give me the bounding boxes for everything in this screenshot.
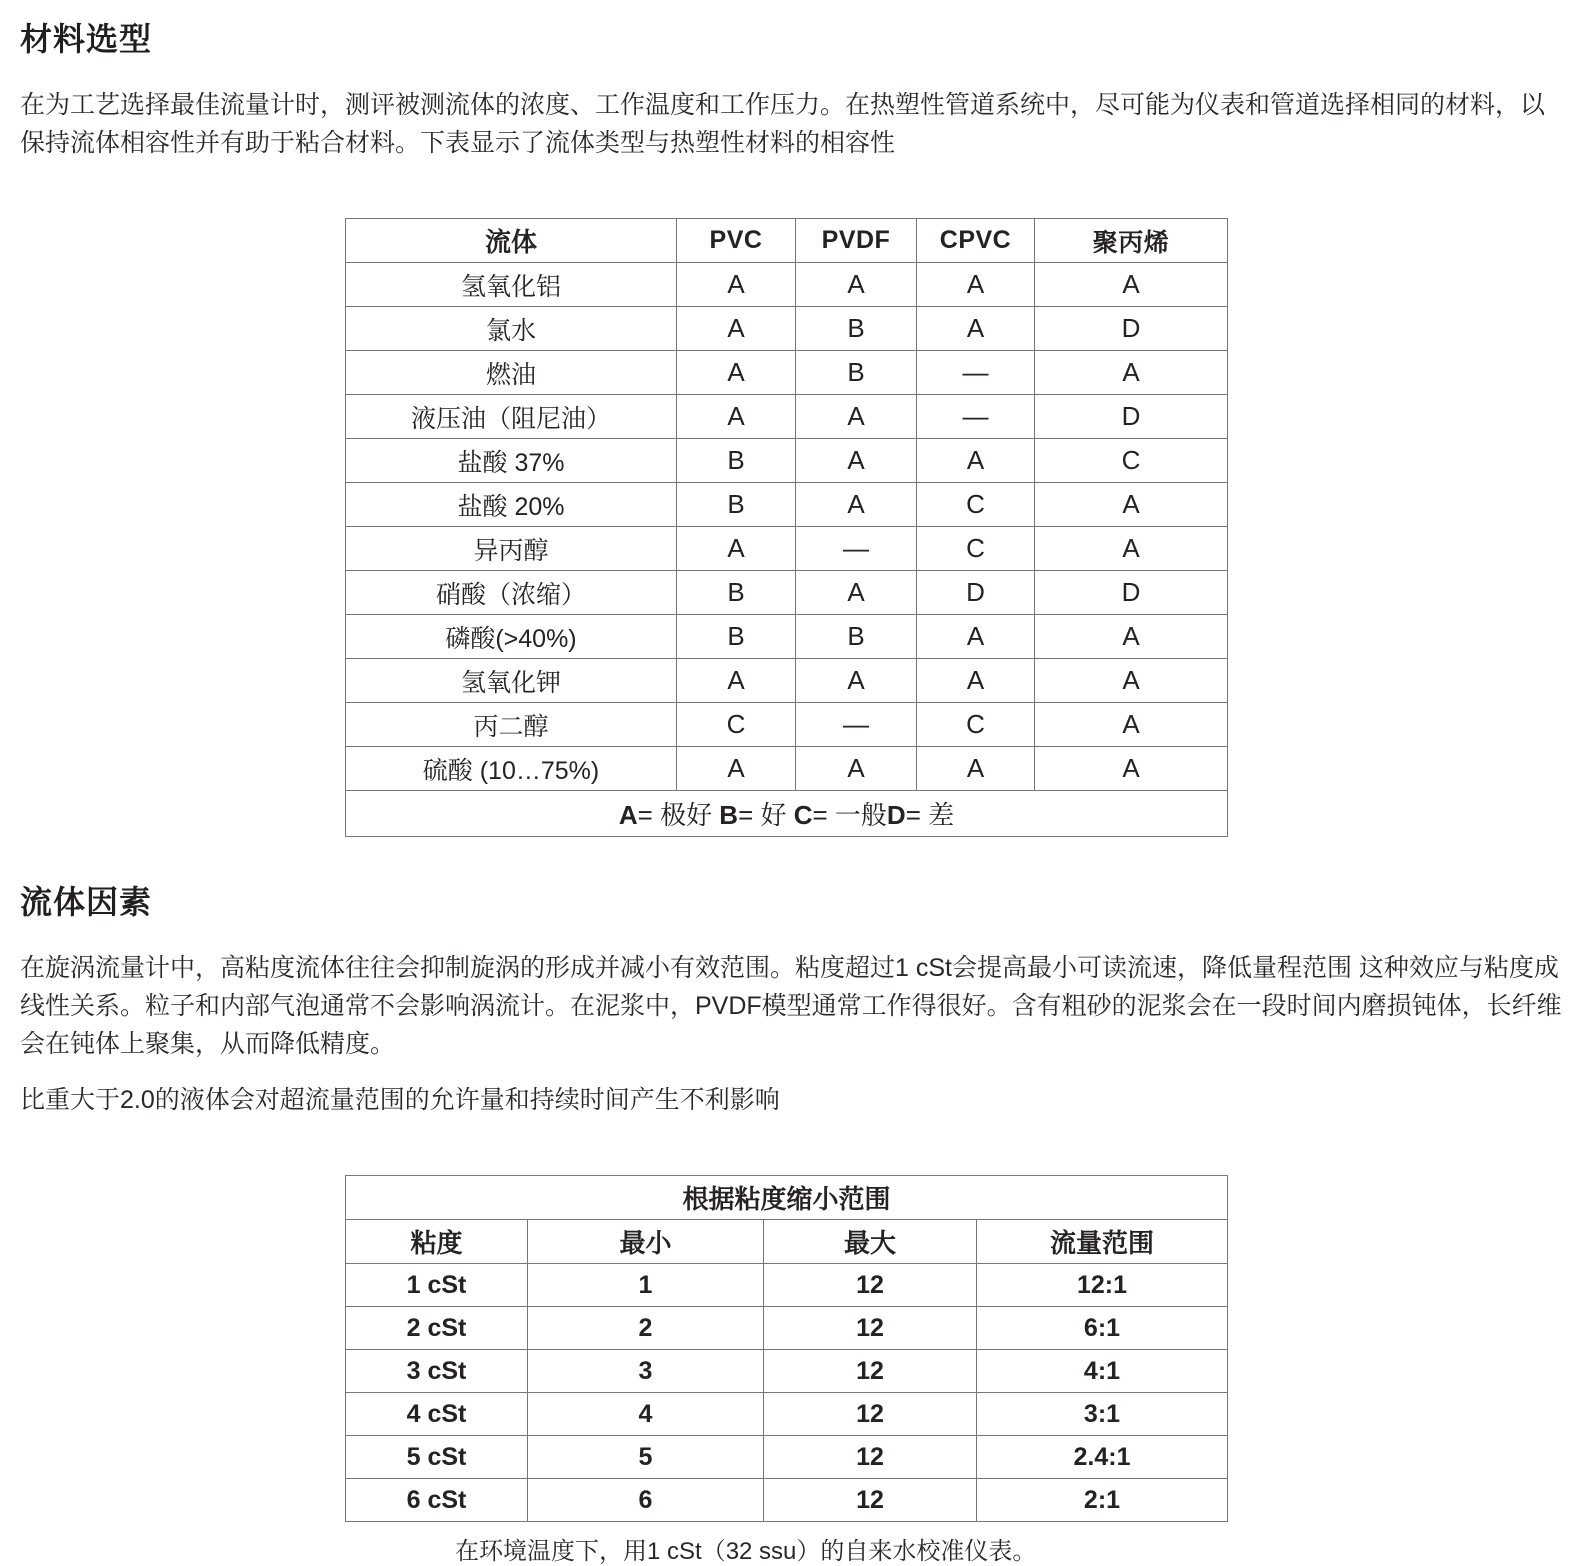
table-row: [346, 1436, 1228, 1479]
fluid-cell: 硫酸 (10…75%): [346, 747, 677, 791]
value-cell: 6: [528, 1479, 764, 1522]
fluid-factors-paragraph: 在旋涡流量计中，高粘度流体往往会抑制旋涡的形成并减小有效范围。粘度超过1 cSt会提高最小可读流速，降低量程范围 这种效应与粘度成线性关系。粒子和内部气泡通常不会影响涡流计。在泥浆中，PVDF模型通常工作得很好。含有粗砂的泥浆会在一段时间内磨损钝体，长纤维会在钝体上聚集，从而降低精度。: [20, 954, 1562, 1058]
rating-cell: A: [1035, 747, 1228, 791]
rating-cell: B: [677, 571, 796, 615]
viscosity-table-caption: 在环境温度下，用1 cSt（32 ssu）的自来水校准仪表。: [455, 1538, 1037, 1565]
table-row: [346, 1264, 1228, 1307]
rating-cell: A: [677, 351, 796, 395]
column-header: 流体: [346, 219, 677, 263]
value-cell: 12: [764, 1436, 977, 1479]
material-selection-paragraph: 在为工艺选择最佳流量计时，测评被测流体的浓度、工作温度和工作压力。在热塑性管道系统中，尽可能为仪表和管道选择相同的材料，以保持流体相容性并有助于粘合材料。下表显示了流体类型与热塑性材料的相容性: [20, 91, 1546, 157]
table-row: [346, 307, 1228, 351]
fluid-cell: 丙二醇: [346, 703, 677, 747]
rating-cell: A: [1035, 351, 1228, 395]
rating-cell: C: [917, 703, 1035, 747]
rating-cell: A: [1035, 483, 1228, 527]
value-cell: 5: [528, 1436, 764, 1479]
rating-cell: B: [796, 615, 917, 659]
rating-cell: A: [796, 659, 917, 703]
fluid-cell: 氯水: [346, 307, 677, 351]
column-header: CPVC: [917, 219, 1035, 263]
section-title-material-selection: 材料选型: [20, 21, 153, 57]
rating-cell: A: [1035, 615, 1228, 659]
value-cell: 2: [528, 1307, 764, 1350]
value-cell: 6:1: [977, 1307, 1228, 1350]
rating-cell: B: [677, 615, 796, 659]
table-row: [346, 1479, 1228, 1522]
value-cell: 3:1: [977, 1393, 1228, 1436]
fluid-cell: 氢氧化铝: [346, 263, 677, 307]
table-row: [346, 615, 1228, 659]
table-row: [346, 1350, 1228, 1393]
table-row: [346, 395, 1228, 439]
value-cell: 12: [764, 1264, 977, 1307]
column-header: 聚丙烯: [1035, 219, 1228, 263]
table-row: [346, 659, 1228, 703]
rating-cell: A: [917, 307, 1035, 351]
rating-cell: —: [796, 703, 917, 747]
rating-cell: D: [1035, 307, 1228, 351]
value-cell: 2:1: [977, 1479, 1228, 1522]
viscosity-table-header-row: [346, 1220, 1228, 1264]
rating-cell: A: [677, 263, 796, 307]
fluid-cell: 氢氧化钾: [346, 659, 677, 703]
table-row: [346, 703, 1228, 747]
value-cell: 2 cSt: [346, 1307, 528, 1350]
rating-cell: A: [677, 395, 796, 439]
viscosity-table-title: 根据粘度缩小范围: [346, 1176, 1228, 1220]
rating-cell: A: [917, 659, 1035, 703]
column-header: 最小: [528, 1220, 764, 1264]
rating-cell: B: [796, 307, 917, 351]
value-cell: 4: [528, 1393, 764, 1436]
table-row: [346, 1393, 1228, 1436]
rating-cell: A: [796, 571, 917, 615]
rating-cell: A: [677, 659, 796, 703]
value-cell: 12:1: [977, 1264, 1228, 1307]
rating-cell: A: [917, 439, 1035, 483]
rating-cell: C: [677, 703, 796, 747]
specific-gravity-paragraph: 比重大于2.0的液体会对超流量范围的允许量和持续时间产生不利影响: [20, 1086, 780, 1114]
fluid-cell: 异丙醇: [346, 527, 677, 571]
value-cell: 6 cSt: [346, 1479, 528, 1522]
rating-legend: A= 极好 B= 好 C= 一般D= 差: [346, 791, 1228, 837]
table-row: [346, 527, 1228, 571]
rating-cell: D: [917, 571, 1035, 615]
rating-cell: C: [1035, 439, 1228, 483]
fluid-cell: 磷酸(>40%): [346, 615, 677, 659]
viscosity-table-title-row: [346, 1176, 1228, 1220]
rating-cell: D: [1035, 395, 1228, 439]
fluid-cell: 硝酸（浓缩）: [346, 571, 677, 615]
rating-cell: A: [1035, 263, 1228, 307]
table-row: [346, 351, 1228, 395]
value-cell: 4:1: [977, 1350, 1228, 1393]
rating-cell: A: [917, 615, 1035, 659]
column-header: 粘度: [346, 1220, 528, 1264]
compatibility-table-header-row: [346, 219, 1228, 263]
rating-cell: C: [917, 527, 1035, 571]
rating-cell: A: [677, 747, 796, 791]
table-row: [346, 1307, 1228, 1350]
rating-cell: A: [677, 307, 796, 351]
rating-cell: D: [1035, 571, 1228, 615]
fluid-cell: 燃油: [346, 351, 677, 395]
value-cell: 2.4:1: [977, 1436, 1228, 1479]
rating-cell: C: [917, 483, 1035, 527]
rating-cell: —: [917, 395, 1035, 439]
table-row: [346, 483, 1228, 527]
rating-cell: —: [796, 527, 917, 571]
rating-cell: A: [1035, 527, 1228, 571]
table-row: [346, 747, 1228, 791]
value-cell: 4 cSt: [346, 1393, 528, 1436]
section-title-fluid-factors: 流体因素: [20, 884, 153, 920]
table-row: [346, 439, 1228, 483]
fluid-cell: 盐酸 37%: [346, 439, 677, 483]
fluid-cell: 盐酸 20%: [346, 483, 677, 527]
value-cell: 12: [764, 1393, 977, 1436]
rating-cell: —: [917, 351, 1035, 395]
column-header: 流量范围: [977, 1220, 1228, 1264]
column-header: 最大: [764, 1220, 977, 1264]
rating-cell: A: [796, 747, 917, 791]
value-cell: 1: [528, 1264, 764, 1307]
value-cell: 12: [764, 1307, 977, 1350]
rating-cell: A: [917, 263, 1035, 307]
rating-cell: A: [1035, 659, 1228, 703]
column-header: PVDF: [796, 219, 917, 263]
viscosity-table: [345, 1175, 1228, 1522]
value-cell: 3: [528, 1350, 764, 1393]
rating-cell: A: [796, 439, 917, 483]
rating-cell: A: [1035, 703, 1228, 747]
rating-cell: A: [796, 263, 917, 307]
fluid-cell: 液压油（阻尼油）: [346, 395, 677, 439]
rating-cell: A: [796, 483, 917, 527]
rating-cell: B: [796, 351, 917, 395]
value-cell: 1 cSt: [346, 1264, 528, 1307]
rating-cell: A: [677, 527, 796, 571]
compatibility-table: [345, 218, 1228, 837]
column-header: PVC: [677, 219, 796, 263]
value-cell: 12: [764, 1479, 977, 1522]
rating-cell: B: [677, 439, 796, 483]
rating-cell: B: [677, 483, 796, 527]
legend-row: [346, 791, 1228, 837]
rating-cell: A: [917, 747, 1035, 791]
value-cell: 3 cSt: [346, 1350, 528, 1393]
value-cell: 12: [764, 1350, 977, 1393]
table-row: [346, 263, 1228, 307]
rating-cell: A: [796, 395, 917, 439]
value-cell: 5 cSt: [346, 1436, 528, 1479]
table-row: [346, 571, 1228, 615]
